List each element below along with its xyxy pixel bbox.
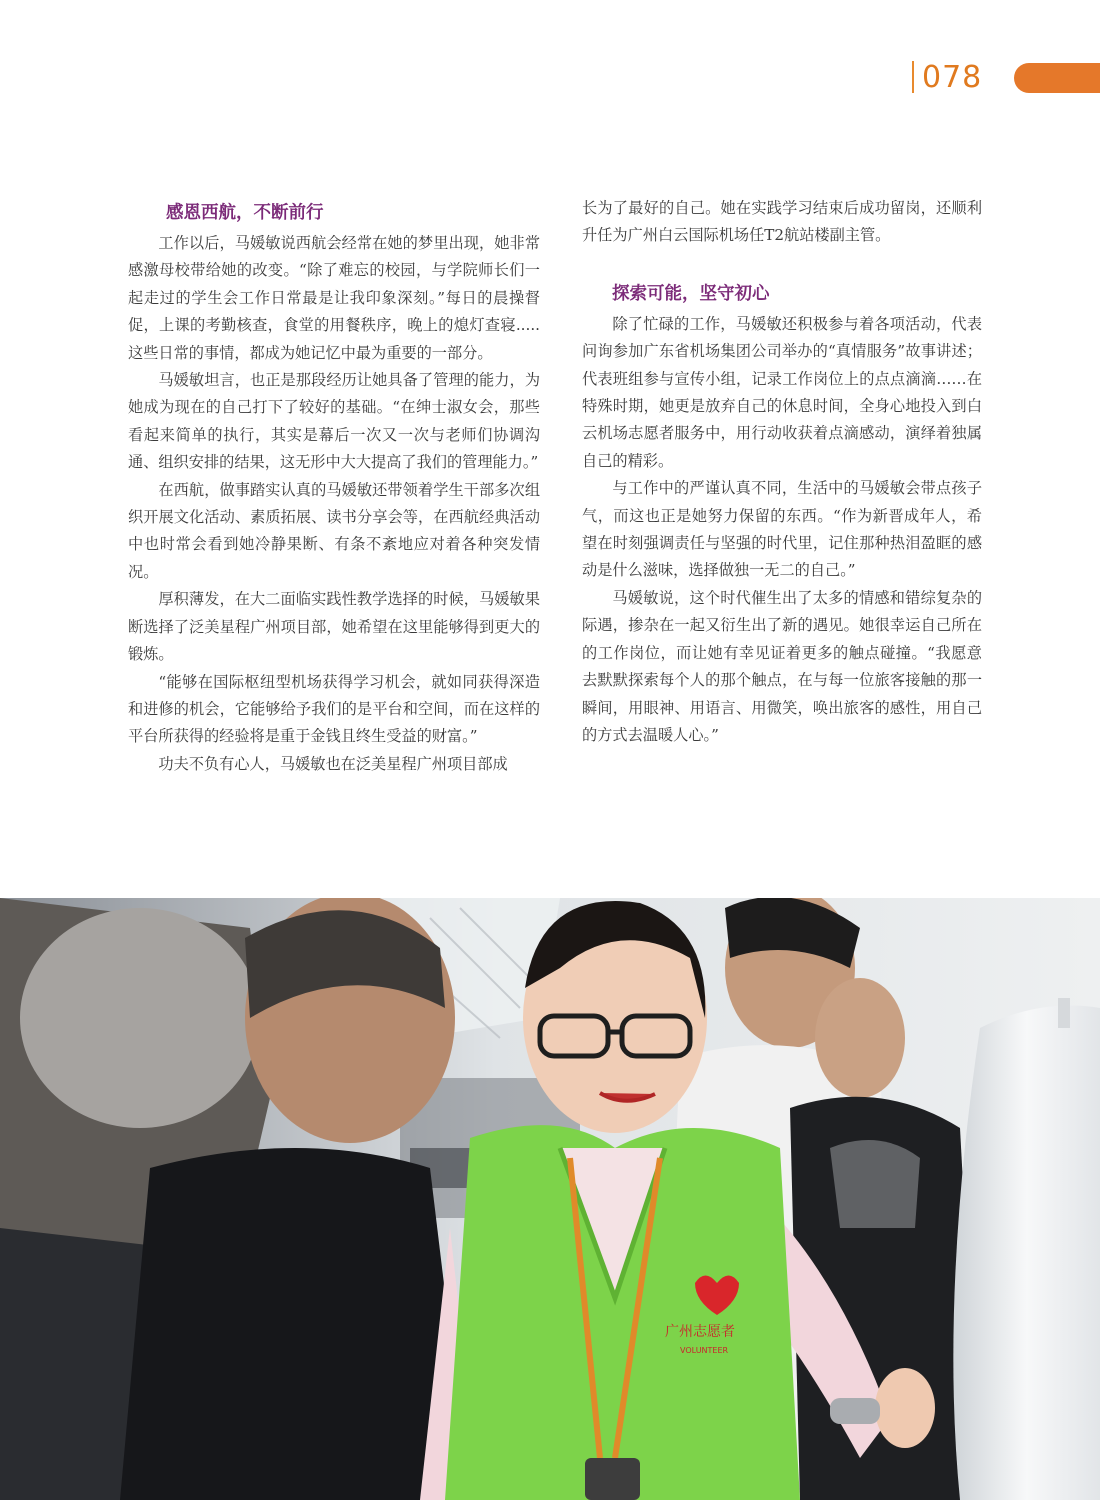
left-column <box>128 199 540 778</box>
page-number-divider <box>912 61 914 93</box>
paragraph: 与工作中的严谨认真不同，生活中的马媛敏会带点孩子气，而这也正是她努力保留的东西。“作为新晋成年人，希望在时刻强调责任与坚强的时代里，记住那种热泪盈眶的感动是什么滋味，选择做独一无二的自己。” <box>582 479 982 580</box>
vest-logo-en: VOLUNTEER <box>680 1346 729 1355</box>
airport-volunteer-photo <box>0 898 1100 1500</box>
section-heading-gratitude: 感恩西航，不断前行 <box>166 203 324 223</box>
paragraph: 马媛敏说，这个时代催生出了太多的情感和错综复杂的际遇，掺杂在一起又衍生出了新的遇见。她很幸运自己所在的工作岗位，而让她有幸见证着更多的触点碰撞。“我愿意去默默探索每个人的那个触点，在与每一位旅客接触的那一瞬间，用眼神、用语言、用微笑，唤出旅客的感性，用自己的方式去温暖人心。” <box>582 588 982 744</box>
orange-page-tab <box>1014 63 1100 93</box>
paragraph: 厚积薄发，在大二面临实践性教学选择的时候，马媛敏果断选择了泛美星程广州项目部，她希望在这里能够得到更大的锻炼。 <box>128 590 540 664</box>
paragraph: 功夫不负有心人，马媛敏也在泛美星程广州项目部成 <box>158 754 508 773</box>
page-number-block <box>912 60 982 94</box>
paragraph-continuation: 长为了最好的自己。她在实践学习结束后成功留岗，还顺利升任为广州白云国际机场任T2航站楼副主管。 <box>582 199 982 245</box>
section-heading-explore: 探索可能，坚守初心 <box>612 283 770 304</box>
paragraph: 工作以后，马媛敏说西航会经常在她的梦里出现，她非常感激母校带给她的改变。“除了难忘的校园，与学院师长们一起走过的学生会工作日常最是让我印象深刻。”每日的晨操督促，上课的考勤核查，食堂的用餐秩序，晚上的熄灯查寝.....这些日常的事情，都成为她记忆中最为重要的一部分。 <box>128 234 540 362</box>
paragraph: 在西航，做事踏实认真的马媛敏还带领着学生干部多次组织开展文化活动、素质拓展、读书分享会等，在西航经典活动中也时常会看到她冷静果断、有条不紊地应对着各种突发情况。 <box>128 480 540 581</box>
paragraph: 马媛敏坦言，也正是那段经历让她具备了管理的能力，为她成为现在的自己打下了较好的基础。“在绅士淑女会，那些看起来简单的执行，其实是幕后一次又一次与老师们协调沟通、组织安排的结果，这无形中大大提高了我们的管理能力。” <box>128 371 540 472</box>
vest-logo-text: 广州志愿者 <box>665 1324 735 1340</box>
paragraph: 除了忙碌的工作，马媛敏还积极参与着各项活动，代表问询参加广东省机场集团公司举办的“真情服务”故事讲述；代表班组参与宣传小组，记录工作岗位上的点点滴滴……在特殊时期，她更是放弃自己的休息时间，全身心地投入到白云机场志愿者服务中，用行动收获着点滴感动，演绎着独属自己的精彩。 <box>582 314 982 470</box>
right-column <box>582 195 982 749</box>
paragraph: “能够在国际枢纽型机场获得学习机会，就如同获得深造和进修的机会，它能够给予我们的是平台和空间，而在这样的平台所获得的经验将是重于金钱且终生受益的财富。” <box>128 672 540 746</box>
page-number: 078 <box>922 59 983 95</box>
